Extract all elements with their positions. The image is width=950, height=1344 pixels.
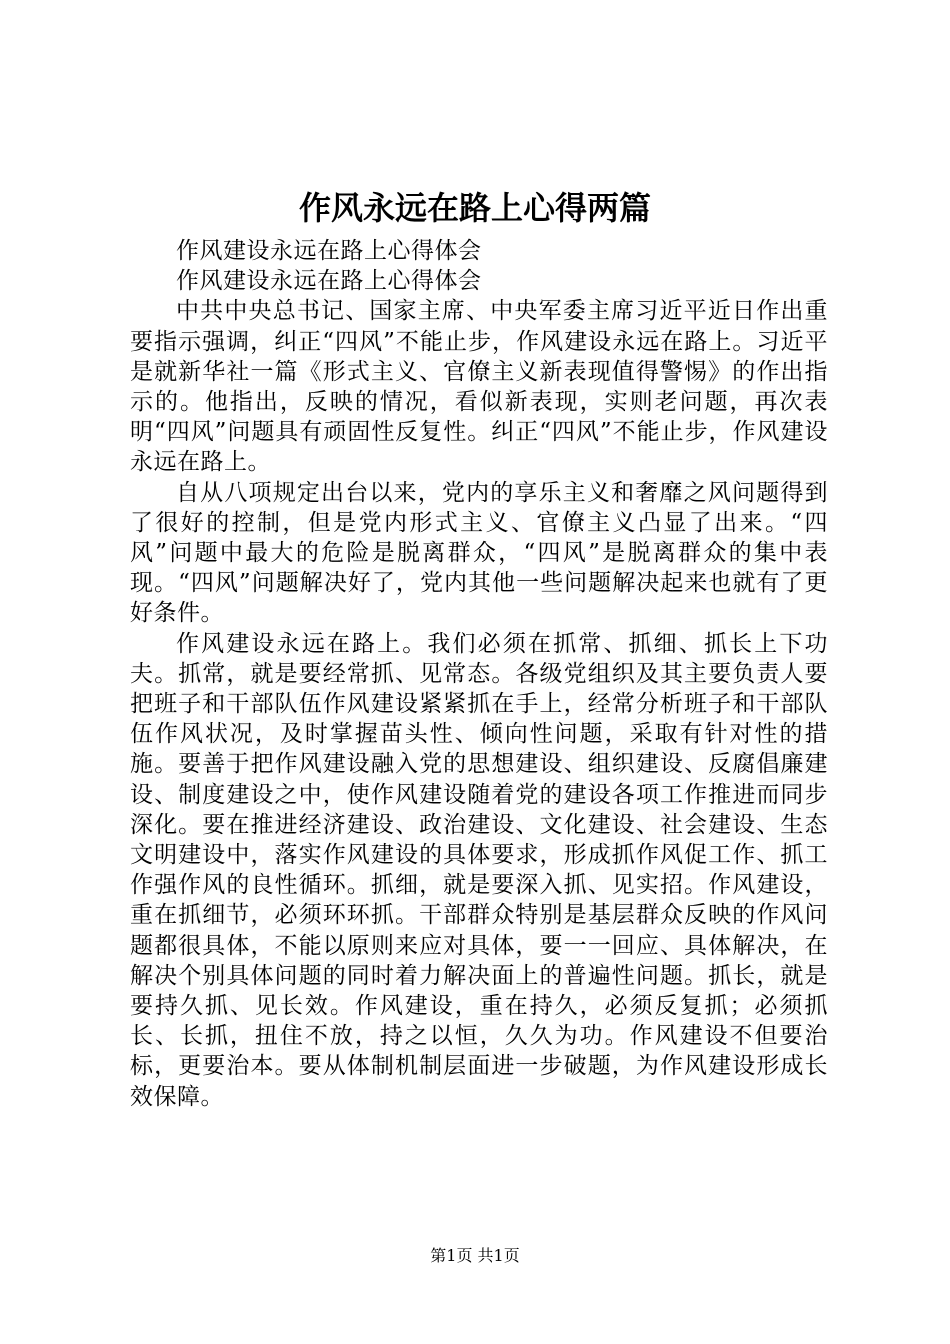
body-paragraph: 自从八项规定出台以来，党内的享乐主义和奢靡之风问题得到了很好的控制，但是党内形式主义、官僚主义凸显了出来。“四风”问题中最大的危险是脱离群众，“四风”是脱离群众的集中表现。“四风”问题解决好了，党内其他一些问题解决起来也就有了更好条件。 — [130, 479, 828, 627]
subtitle-line: 作风建设永远在路上心得体会 — [176, 268, 482, 295]
body-paragraph: 中共中央总书记、国家主席、中央军委主席习近平近日作出重要指示强调，纠正“四风”不能止步，作风建设永远在路上。习近平是就新华社一篇《形式主义、官僚主义新表现值得警惕》的作出指示的。他指出，反映的情况，看似新表现，实则老问题，再次表明“四风”问题具有顽固性反复性。纠正“四风”不能止步，作风建设永远在路上。 — [130, 298, 828, 476]
subtitle-line: 作风建设永远在路上心得体会 — [176, 238, 482, 264]
page-number-footer: 第1页 共1页 — [430, 1246, 520, 1265]
document-title: 作风永远在路上心得两篇 — [298, 189, 651, 227]
body-paragraph: 作风建设永远在路上。我们必须在抓常、抓细、抓长上下功夫。抓常，就是要经常抓、见常态。各级党组织及其主要负责人要把班子和干部队伍作风建设紧紧抓在手上，经常分析班子和干部队伍作风状况，及时掌握苗头性、倾向性问题，采取有针对性的措施。要善于把作风建设融入党的思想建设、组织建设、反腐倡廉建设、制度建设之中，使作风建设随着党的建设各项工作推进而同步深化。要在推进经济建设、政治建设、文化建设、社会建设、生态文明建设中，落实作风建设的具体要求，形成抓作风促工作、抓工作强作风的良性循环。抓细，就是要深入抓、见实招。作风建设，重在抓细节，必须环环抓。干部群众特别是基层群众反映的作风问题都很具体，不能以原则来应对具体，要一一回应、具体解决，在解决个别具体问题的同时着力解决面上的普遍性问题。抓长，就是要持久抓、见长效。作风建设，重在持久，必须反复抓；必须抓长、长抓，扭住不放，持之以恒，久久为功。作风建设不但要治标，更要治本。要从体制机制层面进一步破题，为作风建设形成长效保障。 — [130, 630, 828, 1110]
document-body — [130, 236, 828, 1112]
